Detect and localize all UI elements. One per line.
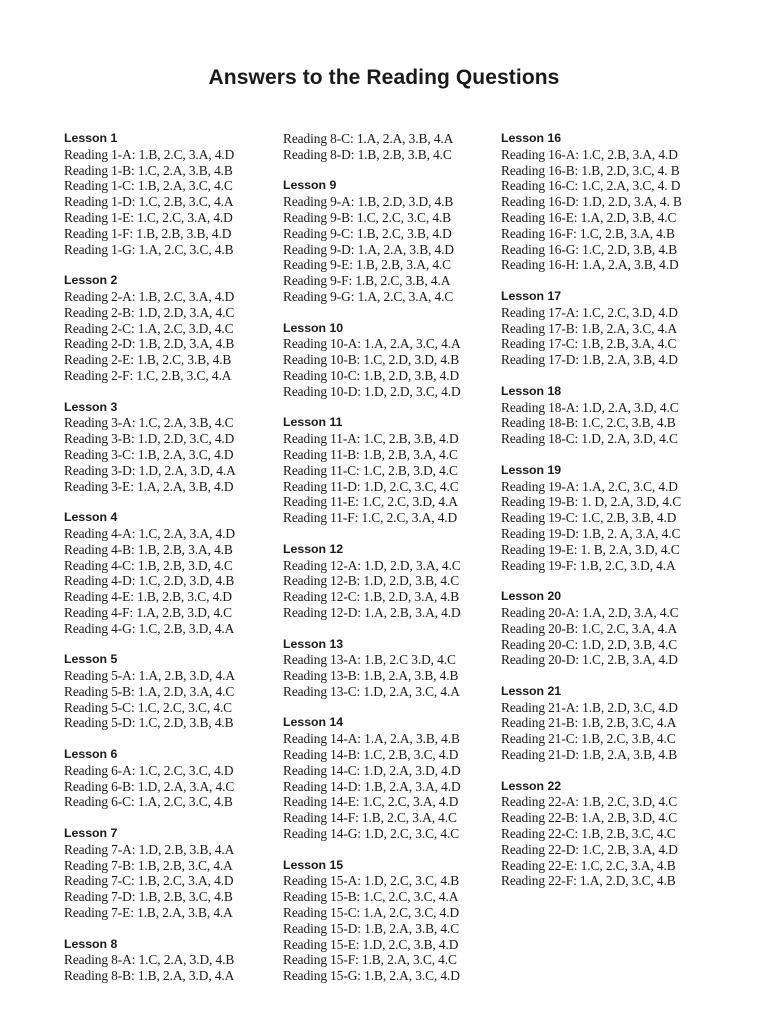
reading-answer-line: Reading 9-A: 1.B, 2.D, 3.D, 4.B <box>283 194 454 210</box>
reading-answer-line: Reading 5-B: 1.A, 2.D, 3.A, 4.C <box>64 683 235 699</box>
reading-answer-line: Reading 15-F: 1.B, 2.A, 3.C, 4.C <box>283 952 457 968</box>
reading-answer-line: Reading 21-B: 1.B, 2.B, 3.C, 4.A <box>501 715 677 731</box>
reading-answer-line: Reading 5-C: 1.C, 2.C, 3.C, 4.C <box>64 699 233 715</box>
lesson-heading: Lesson 19 <box>501 462 562 477</box>
lesson-block <box>64 273 236 384</box>
reading-answer-line: Reading 1-B: 1.C, 2.A, 3.B, 4.B <box>64 162 233 178</box>
reading-answer-line: Reading 19-E: 1. B, 2.A, 3.D, 4.C <box>501 541 680 557</box>
reading-answer-line: Reading 11-A: 1.C, 2.B, 3.B, 4.D <box>283 431 459 447</box>
reading-answer-line: Reading 12-A: 1.D, 2.D, 3.A, 4.C <box>283 557 461 573</box>
reading-answer-line: Reading 20-D: 1.C, 2.B, 3.A, 4.D <box>501 652 678 668</box>
reading-answer-line: Reading 6-A: 1.C, 2.C, 3.C, 4.D <box>64 762 234 778</box>
reading-answer-line: Reading 10-B: 1.C, 2.D, 3.D, 4.B <box>283 352 460 368</box>
reading-answer-line: Reading 20-C: 1.D, 2.D, 3.B, 4.C <box>501 636 678 652</box>
reading-answer-line: Reading 12-B: 1.D, 2.D, 3.B, 4.C <box>283 573 460 589</box>
reading-answer-line: Reading 8-D: 1.B, 2.B, 3.B, 4.C <box>283 146 452 162</box>
reading-answer-line: Reading 16-A: 1.C, 2.B, 3.A, 4.D <box>501 146 678 162</box>
reading-answer-line: Reading 19-A: 1.A, 2.C, 3.C, 4.D <box>501 478 678 494</box>
reading-answer-line: Reading 5-A: 1.A, 2.B, 3.D, 4.A <box>64 668 235 684</box>
reading-answer-line: Reading 14-D: 1.B, 2.A, 3.A, 4.D <box>283 778 461 794</box>
lesson-block <box>283 415 461 526</box>
reading-answer-line: Reading 3-D: 1.D, 2.A, 3.D, 4.A <box>64 462 236 478</box>
reading-answer-line: Reading 10-A: 1.A, 2.A, 3.C, 4.A <box>283 336 461 352</box>
reading-answer-line: Reading 2-F: 1.C, 2.B, 3.C, 4.A <box>64 367 232 383</box>
lesson-block <box>283 637 461 700</box>
lesson-heading: Lesson 15 <box>283 857 344 872</box>
reading-answer-line: Reading 18-C: 1.D, 2.A, 3.D, 4.C <box>501 431 678 447</box>
reading-answer-line: Reading 9-C: 1.B, 2.C, 3.B, 4.D <box>283 225 452 241</box>
lesson-heading: Lesson 16 <box>501 131 562 145</box>
reading-answer-line: Reading 17-A: 1.C, 2.C, 3.D, 4.D <box>501 304 678 320</box>
reading-answer-line: Reading 3-A: 1.C, 2.A, 3.B, 4.C <box>64 415 234 431</box>
reading-answer-line: Reading 17-C: 1.B, 2.B, 3.A, 4.C <box>501 336 677 352</box>
reading-answer-line: Reading 9-B: 1.C, 2.C, 3.C, 4.B <box>283 209 452 225</box>
reading-answer-line: Reading 22-D: 1.C, 2.B, 3.A, 4.D <box>501 841 678 857</box>
reading-answer-line: Reading 21-C: 1.B, 2.C, 3.B, 4.C <box>501 731 676 747</box>
reading-answer-line: Reading 15-B: 1.C, 2.C, 3.C, 4.A <box>283 889 459 905</box>
reading-answer-line: Reading 4-F: 1.A, 2.B, 3.D, 4.C <box>64 604 233 620</box>
lesson-block <box>64 510 236 636</box>
lesson-block <box>501 684 682 763</box>
reading-answer-line: Reading 2-D: 1.B, 2.D, 3.A, 4.B <box>64 336 235 352</box>
lesson-heading: Lesson 7 <box>64 826 118 841</box>
reading-answer-line: Reading 8-A: 1.C, 2.A, 3.D, 4.B <box>64 952 235 968</box>
reading-answer-line: Reading 13-B: 1.B, 2.A, 3.B, 4.B <box>283 668 459 684</box>
reading-answer-line: Reading 12-D: 1.A, 2.B, 3.A, 4.D <box>283 604 461 620</box>
reading-answer-line: Reading 15-C: 1.A, 2.C, 3.C, 4.D <box>283 905 460 921</box>
lesson-block <box>283 542 461 621</box>
reading-answer-line: Reading 4-G: 1.C, 2.B, 3.D, 4.A <box>64 620 235 636</box>
reading-answer-line: Reading 15-G: 1.B, 2.A, 3.C, 4.D <box>283 968 460 984</box>
reading-answer-line: Reading 12-C: 1.B, 2.D, 3.A, 4.B <box>283 589 460 605</box>
reading-answer-line: Reading 18-A: 1.D, 2.A, 3.D, 4.C <box>501 399 679 415</box>
lesson-heading: Lesson 8 <box>64 936 118 951</box>
reading-answer-line: Reading 14-C: 1.D, 2.A, 3.D, 4.D <box>283 762 461 778</box>
reading-answer-line: Reading 11-E: 1.C, 2.C, 3.D, 4.A <box>283 494 458 510</box>
reading-answer-line: Reading 2-C: 1.A, 2.C, 3.D, 4.C <box>64 320 234 336</box>
lesson-heading: Lesson 14 <box>283 715 344 730</box>
lesson-heading: Lesson 2 <box>64 273 118 288</box>
reading-answer-line: Reading 16-D: 1.D, 2.D, 3.A, 4. B <box>501 194 682 210</box>
reading-answer-line: Reading 2-A: 1.B, 2.C, 3.A, 4.D <box>64 288 235 304</box>
lesson-block <box>283 178 461 304</box>
reading-answer-line: Reading 1-D: 1.C, 2.B, 3.C, 4.A <box>64 194 234 210</box>
reading-answer-line: Reading 16-F: 1.C, 2.B, 3.A, 4.B <box>501 225 675 241</box>
reading-answer-line: Reading 8-B: 1.B, 2.A, 3.D, 4.A <box>64 968 235 984</box>
reading-answer-line: Reading 22-B: 1.A, 2.B, 3.D, 4.C <box>501 810 678 826</box>
reading-answer-line: Reading 21-D: 1.B, 2.A, 3.B, 4.B <box>501 747 678 763</box>
reading-answer-line: Reading 1-E: 1.C, 2.C, 3.A, 4.D <box>64 209 233 225</box>
lesson-block <box>501 779 682 890</box>
answer-column-1 <box>64 131 236 1000</box>
lesson-heading: Lesson 17 <box>501 288 562 303</box>
reading-answer-line: Reading 1-A: 1.B, 2.C, 3.A, 4.D <box>64 146 235 162</box>
reading-answer-line: Reading 7-E: 1.B, 2.A, 3.B, 4.A <box>64 905 233 921</box>
reading-answer-line: Reading 11-C: 1.C, 2.B, 3.D, 4.C <box>283 462 458 478</box>
lesson-heading: Lesson 18 <box>501 383 562 398</box>
reading-answer-line: Reading 22-C: 1.B, 2.B, 3.C, 4.C <box>501 826 676 842</box>
reading-answer-line: Reading 19-C: 1.C, 2.B, 3.B, 4.D <box>501 510 677 526</box>
reading-answer-line: Reading 9-E: 1.B, 2.B, 3.A, 4.C <box>283 257 451 273</box>
lesson-heading: Lesson 9 <box>283 178 337 193</box>
lesson-heading: Lesson 5 <box>64 652 118 667</box>
lesson-block <box>64 937 236 984</box>
reading-answer-line: Reading 17-B: 1.B, 2.A, 3.C, 4.A <box>501 320 678 336</box>
lesson-block <box>283 321 461 400</box>
reading-answer-line: Reading 4-E: 1.B, 2.B, 3.C, 4.D <box>64 589 232 605</box>
reading-answer-line: Reading 2-B: 1.D, 2.D, 3.A, 4.C <box>64 304 235 320</box>
reading-answer-line: Reading 22-F: 1.A, 2.D, 3.C, 4.B <box>501 873 676 889</box>
reading-answer-line: Reading 6-C: 1.A, 2.C, 3.C, 4.B <box>64 794 233 810</box>
reading-answer-line: Reading 1-F: 1.B, 2.B, 3.B, 4.D <box>64 225 232 241</box>
reading-answer-line: Reading 16-H: 1.A, 2.A, 3.B, 4.D <box>501 257 679 273</box>
reading-answer-line: Reading 15-A: 1.D, 2.C, 3.C, 4.B <box>283 873 460 889</box>
reading-answer-line: Reading 19-F: 1.B, 2.C, 3.D, 4.A <box>501 557 676 573</box>
lesson-block <box>501 131 682 273</box>
lesson-heading: Lesson 11 <box>283 415 343 430</box>
reading-answer-line: Reading 3-B: 1.D, 2.D, 3.C, 4.D <box>64 431 235 447</box>
reading-answer-line: Reading 14-E: 1.C, 2.C, 3.A, 4.D <box>283 794 459 810</box>
lesson-block <box>64 747 236 810</box>
lesson-block <box>283 131 461 163</box>
lesson-heading: Lesson 4 <box>64 510 118 525</box>
reading-answer-line: Reading 9-D: 1.A, 2.A, 3.B, 4.D <box>283 241 454 257</box>
lesson-heading: Lesson 3 <box>64 399 118 414</box>
reading-answer-line: Reading 7-D: 1.B, 2.B, 3.C, 4.B <box>64 889 233 905</box>
lesson-block <box>64 826 236 921</box>
reading-answer-line: Reading 11-B: 1.B, 2.B, 3.A, 4.C <box>283 446 458 462</box>
reading-answer-line: Reading 13-C: 1.D, 2.A, 3.C, 4.A <box>283 683 460 699</box>
reading-answer-line: Reading 4-B: 1.B, 2.B, 3.A, 4.B <box>64 541 233 557</box>
reading-answer-line: Reading 20-B: 1.C, 2.C, 3.A, 4.A <box>501 620 678 636</box>
reading-answer-line: Reading 16-C: 1.C, 2.A, 3.C, 4. D <box>501 178 681 194</box>
reading-answer-line: Reading 9-F: 1.B, 2.C, 3.B, 4.A <box>283 273 451 289</box>
lesson-heading: Lesson 22 <box>501 778 562 793</box>
reading-answer-line: Reading 10-D: 1.D, 2.D, 3.C, 4.D <box>283 383 461 399</box>
lesson-heading: Lesson 12 <box>283 541 344 556</box>
reading-answer-line: Reading 7-A: 1.D, 2.B, 3.B, 4.A <box>64 841 235 857</box>
lesson-heading: Lesson 1 <box>64 131 118 145</box>
reading-answer-line: Reading 22-E: 1.C, 2.C, 3.A, 4.B <box>501 857 676 873</box>
reading-answer-line: Reading 22-A: 1.B, 2.C, 3.D, 4.C <box>501 794 678 810</box>
lesson-block <box>64 652 236 731</box>
reading-answer-line: Reading 4-C: 1.B, 2.B, 3.D, 4.C <box>64 557 233 573</box>
reading-answer-line: Reading 19-B: 1. D, 2.A, 3.D, 4.C <box>501 494 682 510</box>
lesson-heading: Lesson 13 <box>283 636 344 651</box>
reading-answer-line: Reading 15-D: 1.B, 2.A, 3.B, 4.C <box>283 920 460 936</box>
reading-answer-line: Reading 14-G: 1.D, 2.C, 3.C, 4.C <box>283 826 460 842</box>
lesson-heading: Lesson 20 <box>501 589 562 604</box>
reading-answer-line: Reading 19-D: 1.B, 2. A, 3.A, 4.C <box>501 525 681 541</box>
lesson-heading: Lesson 10 <box>283 320 344 335</box>
lesson-block <box>501 384 682 447</box>
reading-answer-line: Reading 10-C: 1.B, 2.D, 3.B, 4.D <box>283 367 460 383</box>
lesson-heading: Lesson 21 <box>501 683 562 698</box>
reading-answer-line: Reading 2-E: 1.B, 2.C, 3.B, 4.B <box>64 352 232 368</box>
reading-answer-line: Reading 8-C: 1.A, 2.A, 3.B, 4.A <box>283 131 454 146</box>
reading-answer-line: Reading 16-B: 1.B, 2.D, 3.C, 4. B <box>501 162 680 178</box>
reading-answer-line: Reading 3-E: 1.A, 2.A, 3.B, 4.D <box>64 478 234 494</box>
reading-answer-line: Reading 4-D: 1.C, 2.D, 3.D, 4.B <box>64 573 235 589</box>
reading-answer-line: Reading 11-F: 1.C, 2.C, 3.A, 4.D <box>283 510 458 526</box>
lesson-block <box>501 589 682 668</box>
reading-answer-line: Reading 7-C: 1.B, 2.C, 3.A, 4.D <box>64 873 234 889</box>
lesson-block <box>283 858 461 984</box>
reading-answer-line: Reading 3-C: 1.B, 2.A, 3.C, 4.D <box>64 446 234 462</box>
reading-answer-line: Reading 7-B: 1.B, 2.B, 3.C, 4.A <box>64 857 233 873</box>
reading-answer-line: Reading 9-G: 1.A, 2.C, 3.A, 4.C <box>283 288 454 304</box>
reading-answer-line: Reading 16-G: 1.C, 2.D, 3.B, 4.B <box>501 241 678 257</box>
lesson-heading: Lesson 6 <box>64 747 118 762</box>
reading-answer-line: Reading 11-D: 1.D, 2.C, 3.C, 4.C <box>283 478 459 494</box>
answer-column-3 <box>501 131 682 905</box>
reading-answer-line: Reading 15-E: 1.D, 2.C, 3.B, 4.D <box>283 936 459 952</box>
reading-answer-line: Reading 1-G: 1.A, 2.C, 3.C, 4.B <box>64 241 234 257</box>
reading-answer-line: Reading 14-A: 1.A, 2.A, 3.B, 4.B <box>283 731 460 747</box>
page-title: Answers to the Reading Questions <box>208 66 560 89</box>
lesson-block <box>64 131 236 257</box>
reading-answer-line: Reading 6-B: 1.D, 2.A, 3.A, 4.C <box>64 778 235 794</box>
lesson-block <box>501 463 682 574</box>
reading-answer-line: Reading 18-B: 1.C, 2.C, 3.B, 4.B <box>501 415 676 431</box>
reading-answer-line: Reading 5-D: 1.C, 2.D, 3.B, 4.B <box>64 715 234 731</box>
reading-answer-line: Reading 16-E: 1.A, 2.D, 3.B, 4.C <box>501 209 677 225</box>
reading-answer-line: Reading 17-D: 1.B, 2.A, 3.B, 4.D <box>501 352 678 368</box>
reading-answer-line: Reading 21-A: 1.B, 2.D, 3.C, 4.D <box>501 699 678 715</box>
lesson-block <box>64 400 236 495</box>
lesson-block <box>283 715 461 841</box>
reading-answer-line: Reading 14-B: 1.C, 2.B, 3.C, 4.D <box>283 747 459 763</box>
reading-answer-line: Reading 20-A: 1.A, 2.D, 3.A, 4.C <box>501 604 679 620</box>
answer-column-2 <box>283 131 461 1000</box>
reading-answer-line: Reading 4-A: 1.C, 2.A, 3.A, 4.D <box>64 525 235 541</box>
lesson-block <box>501 289 682 368</box>
reading-answer-line: Reading 1-C: 1.B, 2.A, 3.C, 4.C <box>64 178 233 194</box>
reading-answer-line: Reading 13-A: 1.B, 2.C 3.D, 4.C <box>283 652 456 668</box>
reading-answer-line: Reading 14-F: 1.B, 2.C, 3.A, 4.C <box>283 810 457 826</box>
